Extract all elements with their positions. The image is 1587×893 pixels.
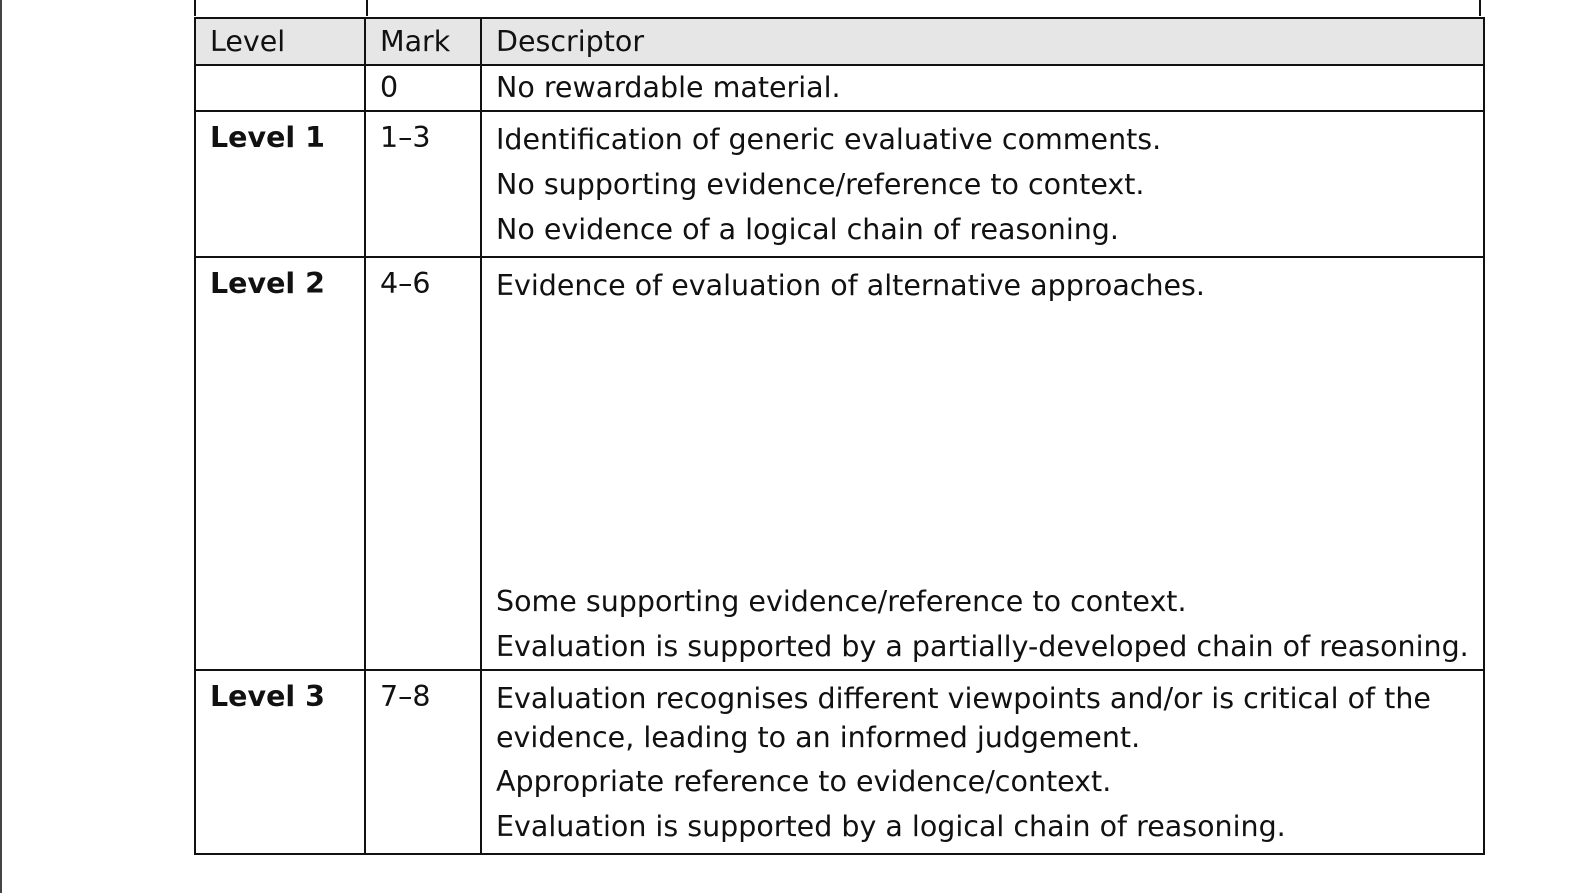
descriptor-line: Evidence of evaluation of alternative approaches. — [496, 269, 1205, 302]
page-left-border — [0, 0, 2, 893]
descriptor-line: Evaluation is supported by a logical chain of reasoning. — [496, 810, 1286, 843]
descriptor-line: No supporting evidence/reference to context. — [496, 168, 1145, 201]
descriptor-line: Evaluation recognises different viewpoints and/or is critical of the evidence, leading to an informed judgement. — [496, 682, 1431, 754]
descriptor-cell — [481, 65, 1484, 111]
table-row-level-1 — [195, 111, 1484, 257]
table-row-level-0 — [195, 65, 1484, 111]
descriptor-cell — [481, 670, 1484, 854]
descriptor-cell — [481, 257, 1484, 670]
descriptor-line: Identification of generic evaluative comments. — [496, 123, 1162, 156]
descriptor-line: No rewardable material. — [496, 71, 841, 104]
previous-table-fragment — [194, 0, 1481, 18]
header-level: Level — [195, 18, 365, 65]
mark-cell: 7–8 — [365, 670, 481, 854]
level-cell — [195, 65, 365, 111]
descriptor-line: Appropriate reference to evidence/context. — [496, 765, 1112, 798]
mark-cell: 0 — [365, 65, 481, 111]
previous-table-cell — [364, 0, 1481, 16]
header-descriptor: Descriptor — [481, 18, 1484, 65]
mark-cell: 4–6 — [365, 257, 481, 670]
descriptor-line: Evaluation is supported by a partially-developed chain of reasoning. — [496, 630, 1469, 663]
table-row-level-3 — [195, 670, 1484, 854]
mark-cell: 1–3 — [365, 111, 481, 257]
levels-mark-scheme-table — [194, 17, 1485, 855]
level-cell: Level 3 — [195, 670, 365, 854]
descriptor-line: No evidence of a logical chain of reasoning. — [496, 213, 1119, 246]
table-header-row — [195, 18, 1484, 65]
header-mark: Mark — [365, 18, 481, 65]
blank-space — [496, 311, 1469, 582]
descriptor-line: Some supporting evidence/reference to context. — [496, 585, 1187, 618]
level-cell: Level 2 — [195, 257, 365, 670]
table-row-level-2 — [195, 257, 1484, 670]
descriptor-cell — [481, 111, 1484, 257]
previous-table-cell — [194, 0, 368, 16]
level-cell: Level 1 — [195, 111, 365, 257]
